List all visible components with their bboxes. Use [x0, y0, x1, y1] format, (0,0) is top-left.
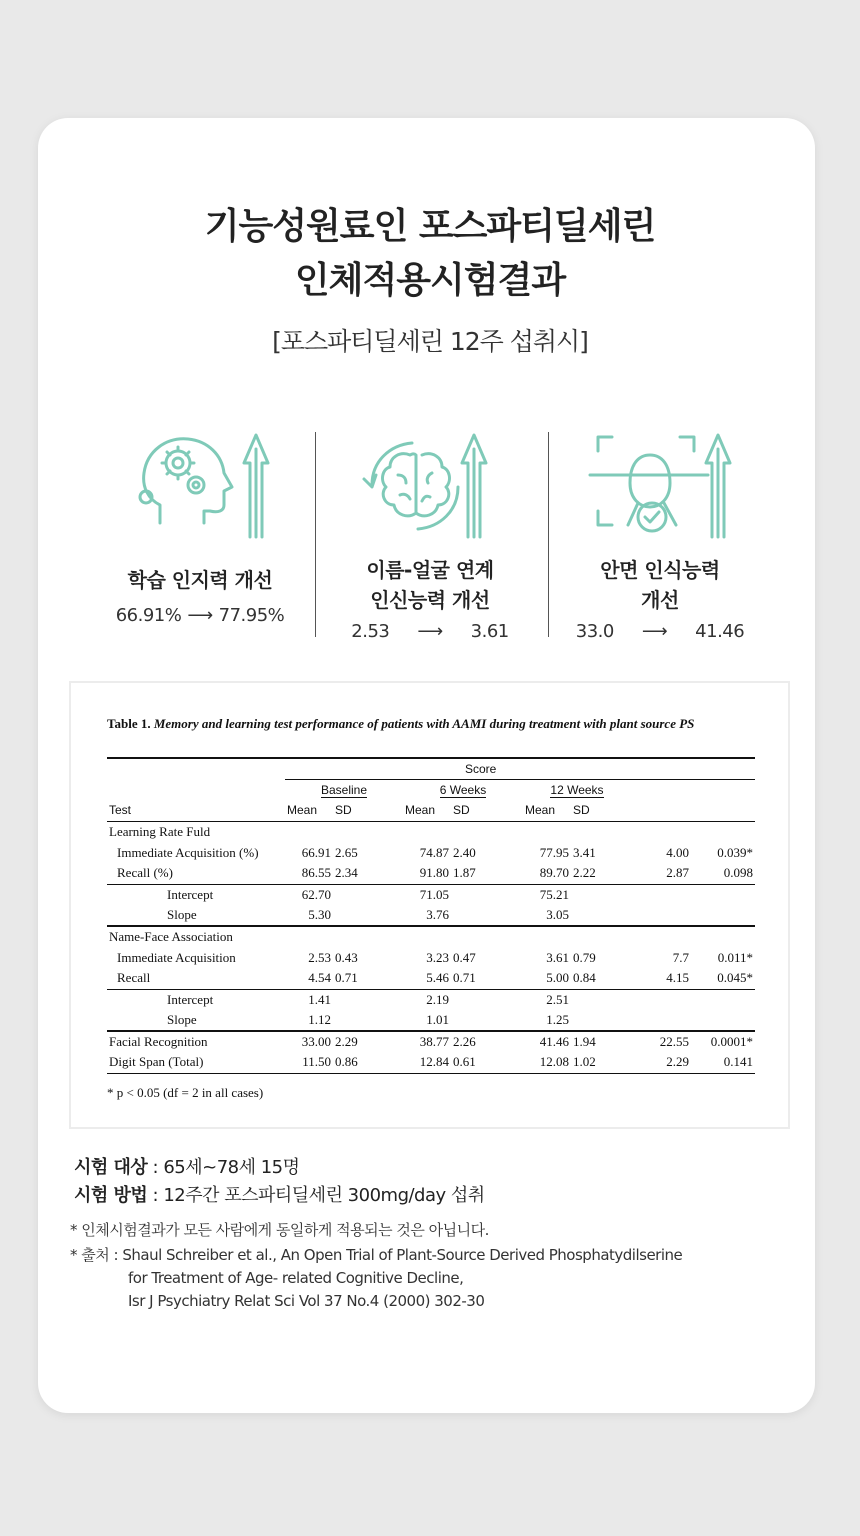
method-value: : 12주간 포스파티딜세린 300mg/day 섭취 — [147, 1185, 485, 1206]
baseline-mean: 86.55 — [301, 865, 331, 881]
table-footnote: * p < 0.05 (df = 2 in all cases) — [107, 1085, 264, 1100]
week6-sd — [451, 905, 523, 926]
table-row-label: Immediate Acquisition (%) — [117, 844, 259, 860]
table-row — [107, 947, 755, 968]
baseline-mean: 62.70 — [301, 886, 331, 902]
face-scan-icon — [580, 425, 740, 545]
week12-sd — [571, 989, 631, 1010]
week6-mean: 91.80 — [419, 865, 449, 881]
baseline-sd — [333, 884, 403, 905]
source-line3: Isr J Psychiatry Relat Sci Vol 37 No.4 (2000) 302-30 — [128, 1292, 485, 1310]
week6-mean: 71.05 — [419, 886, 449, 902]
table-row — [107, 821, 755, 842]
week6-sd — [451, 1010, 523, 1031]
p-value: 0.045* — [717, 970, 753, 986]
baseline-mean: 11.50 — [302, 1054, 331, 1070]
table-section-label: Name-Face Association — [109, 929, 233, 944]
f-value: 4.15 — [666, 970, 689, 986]
baseline-sd: 0.71 — [335, 970, 358, 986]
arrow-icon: ⟶ — [187, 605, 213, 626]
subject-value: : 65세~78세 15명 — [147, 1157, 300, 1178]
gear-head-icon — [120, 425, 280, 545]
feature-label: 학습 인지력 개선 — [127, 568, 273, 592]
week6-mean: 1.01 — [426, 1012, 449, 1027]
f-value: 7.7 — [672, 949, 689, 965]
baseline-sd: 0.86 — [335, 1054, 358, 1070]
value-to: 77.95% — [218, 605, 285, 626]
table-row-label: Digit Span (Total) — [109, 1054, 204, 1070]
week6-mean: 74.87 — [419, 844, 449, 860]
table-row-label: Recall (%) — [117, 865, 173, 881]
week6-sd: 2.40 — [453, 844, 476, 860]
week12-sd: 0.79 — [573, 949, 596, 965]
test-method — [74, 1181, 485, 1207]
table-header-groups — [107, 779, 755, 800]
table-row-label: Intercept — [167, 886, 214, 902]
value-from: 2.53 — [351, 621, 390, 642]
table-section-label: Learning Rate Fuld — [109, 823, 211, 839]
week6-sd: 0.61 — [453, 1054, 476, 1070]
table-row-label: Immediate Acquisition — [117, 949, 236, 965]
table-row — [107, 863, 755, 884]
week12-mean: 77.95 — [539, 844, 569, 860]
baseline-sd — [333, 905, 403, 926]
feature-value — [85, 605, 315, 626]
feature-label-line2: 개선 — [641, 588, 679, 612]
feature-label-line1: 이름-얼굴 연계 — [366, 558, 494, 582]
week12-mean: 12.08 — [539, 1054, 569, 1070]
week12-mean: 3.61 — [546, 949, 569, 965]
disclaimer-note: * 인체시험결과가 모든 사람에게 동일하게 적용되는 것은 아닙니다. — [70, 1221, 489, 1239]
subject-label: 시험 대상 — [74, 1157, 148, 1178]
week6-sd: 1.87 — [453, 865, 476, 881]
week6-mean: 5.46 — [426, 970, 449, 986]
source-line2: for Treatment of Age- related Cognitive Decline, — [128, 1269, 464, 1287]
feature-name-face — [315, 425, 545, 642]
p-value: 0.098 — [723, 865, 753, 881]
arrow-icon: ⟶ — [641, 621, 668, 642]
week12-mean: 3.05 — [546, 907, 569, 922]
week12-sd: 1.02 — [573, 1054, 596, 1070]
sd-header: SD — [573, 803, 590, 818]
group-header: Baseline — [320, 782, 368, 797]
source-prefix: * 출처 : — [70, 1246, 123, 1264]
p-value — [691, 884, 755, 905]
table-caption-text: Memory and learning test performance of patients with AAMI during treatment with plant source PS — [153, 716, 695, 731]
table-caption — [107, 715, 767, 732]
week12-sd: 3.41 — [573, 844, 596, 860]
table-row — [107, 926, 755, 947]
sd-header: SD — [335, 803, 352, 818]
p-value: 0.0001* — [710, 1034, 753, 1049]
baseline-sd: 2.34 — [335, 865, 358, 881]
week6-mean: 3.23 — [426, 949, 449, 965]
baseline-mean: 2.53 — [308, 949, 331, 965]
table-row-label: Intercept — [167, 991, 214, 1007]
week6-mean: 12.84 — [419, 1054, 449, 1070]
table-row-label: Facial Recognition — [109, 1034, 208, 1049]
results-table-box — [69, 681, 790, 1129]
test-header: Test — [109, 803, 132, 818]
table-row — [107, 884, 755, 905]
feature-value — [545, 621, 775, 642]
baseline-mean: 4.54 — [308, 970, 331, 986]
source-note — [70, 1244, 682, 1313]
week12-mean: 75.21 — [539, 886, 569, 902]
week12-sd: 1.94 — [573, 1034, 596, 1049]
f-value — [631, 884, 691, 905]
table-header-cols — [107, 800, 755, 821]
baseline-mean: 33.00 — [301, 1034, 331, 1049]
arrow-icon: ⟶ — [417, 621, 443, 642]
week12-sd: 2.22 — [573, 865, 596, 881]
week12-mean: 2.51 — [546, 991, 569, 1007]
baseline-sd: 2.29 — [335, 1034, 358, 1049]
table-row — [107, 968, 755, 989]
f-value: 2.87 — [666, 865, 689, 881]
table-header-score — [107, 758, 755, 779]
p-value — [691, 1010, 755, 1031]
week6-mean: 2.19 — [426, 991, 449, 1007]
week12-sd — [571, 1010, 631, 1031]
week6-sd — [451, 989, 523, 1010]
feature-face-recognition — [545, 425, 775, 642]
week6-mean: 38.77 — [419, 1034, 449, 1049]
week6-sd — [451, 884, 523, 905]
table-row-label: Slope — [167, 907, 197, 922]
f-value: 4.00 — [666, 844, 689, 860]
baseline-mean: 1.12 — [308, 1012, 331, 1027]
source-line1: Shaul Schreiber et al., An Open Trial of Plant-Source Derived Phosphatydilserine — [122, 1246, 683, 1264]
value-from: 66.91% — [115, 605, 182, 626]
week12-sd — [571, 905, 631, 926]
table-row — [107, 1010, 755, 1031]
p-value: 0.039* — [717, 844, 753, 860]
mean-header: Mean — [405, 803, 436, 818]
week6-sd: 0.47 — [453, 949, 476, 965]
week12-sd — [571, 884, 631, 905]
baseline-sd — [333, 1010, 403, 1031]
f-value — [631, 1010, 691, 1031]
table-row — [107, 1031, 755, 1052]
method-label: 시험 방법 — [74, 1185, 148, 1206]
table-row — [107, 1052, 755, 1073]
p-value — [691, 989, 755, 1010]
p-value — [691, 905, 755, 926]
f-value — [631, 989, 691, 1010]
p-value: 0.011* — [717, 949, 753, 965]
table-body — [107, 821, 755, 1073]
mean-header: Mean — [287, 803, 318, 818]
test-subject — [74, 1153, 300, 1179]
week6-sd: 2.26 — [453, 1034, 476, 1049]
f-value: 22.55 — [659, 1034, 689, 1049]
feature-value — [315, 621, 545, 642]
page-title-line1: 기능성원료인 포스파티딜세린 — [204, 206, 656, 247]
baseline-sd: 0.43 — [335, 949, 358, 965]
brain-icon — [350, 425, 510, 545]
group-header: 6 Weeks — [439, 782, 487, 797]
feature-label-line2: 인신능력 개선 — [370, 588, 490, 612]
sd-header: SD — [453, 803, 470, 818]
table-row — [107, 989, 755, 1010]
baseline-mean: 66.91 — [301, 844, 331, 860]
week6-sd: 0.71 — [453, 970, 476, 986]
page-title-line2: 인체적용시험결과 — [294, 260, 566, 301]
f-value — [631, 905, 691, 926]
feature-learning — [85, 425, 315, 626]
table-row-label: Recall — [117, 970, 151, 986]
baseline-sd: 2.65 — [335, 844, 358, 860]
value-from: 33.0 — [575, 621, 614, 642]
value-to: 41.46 — [695, 621, 745, 642]
mean-header: Mean — [525, 803, 556, 818]
week6-mean: 3.76 — [426, 907, 449, 922]
results-table — [107, 757, 755, 1074]
week12-sd: 0.84 — [573, 970, 596, 986]
group-header: 12 Weeks — [550, 782, 604, 797]
table-row-label: Slope — [167, 1012, 197, 1027]
feature-label-line1: 안면 인식능력 — [600, 558, 720, 582]
f-value: 2.29 — [666, 1054, 689, 1070]
table-row — [107, 842, 755, 863]
score-header: Score — [285, 758, 755, 779]
p-value: 0.141 — [723, 1054, 753, 1070]
week12-mean: 5.00 — [546, 970, 569, 986]
page-subtitle: [포스파티딜세린 12주 섭취시] — [272, 327, 588, 356]
table-row — [107, 905, 755, 926]
week12-mean: 89.70 — [539, 865, 569, 881]
value-to: 3.61 — [470, 621, 509, 642]
week12-mean: 1.25 — [546, 1012, 569, 1027]
week12-mean: 41.46 — [539, 1034, 569, 1049]
baseline-mean: 5.30 — [308, 907, 331, 922]
table-caption-prefix: Table 1. — [107, 716, 151, 731]
baseline-sd — [333, 989, 403, 1010]
baseline-mean: 1.41 — [308, 991, 331, 1007]
